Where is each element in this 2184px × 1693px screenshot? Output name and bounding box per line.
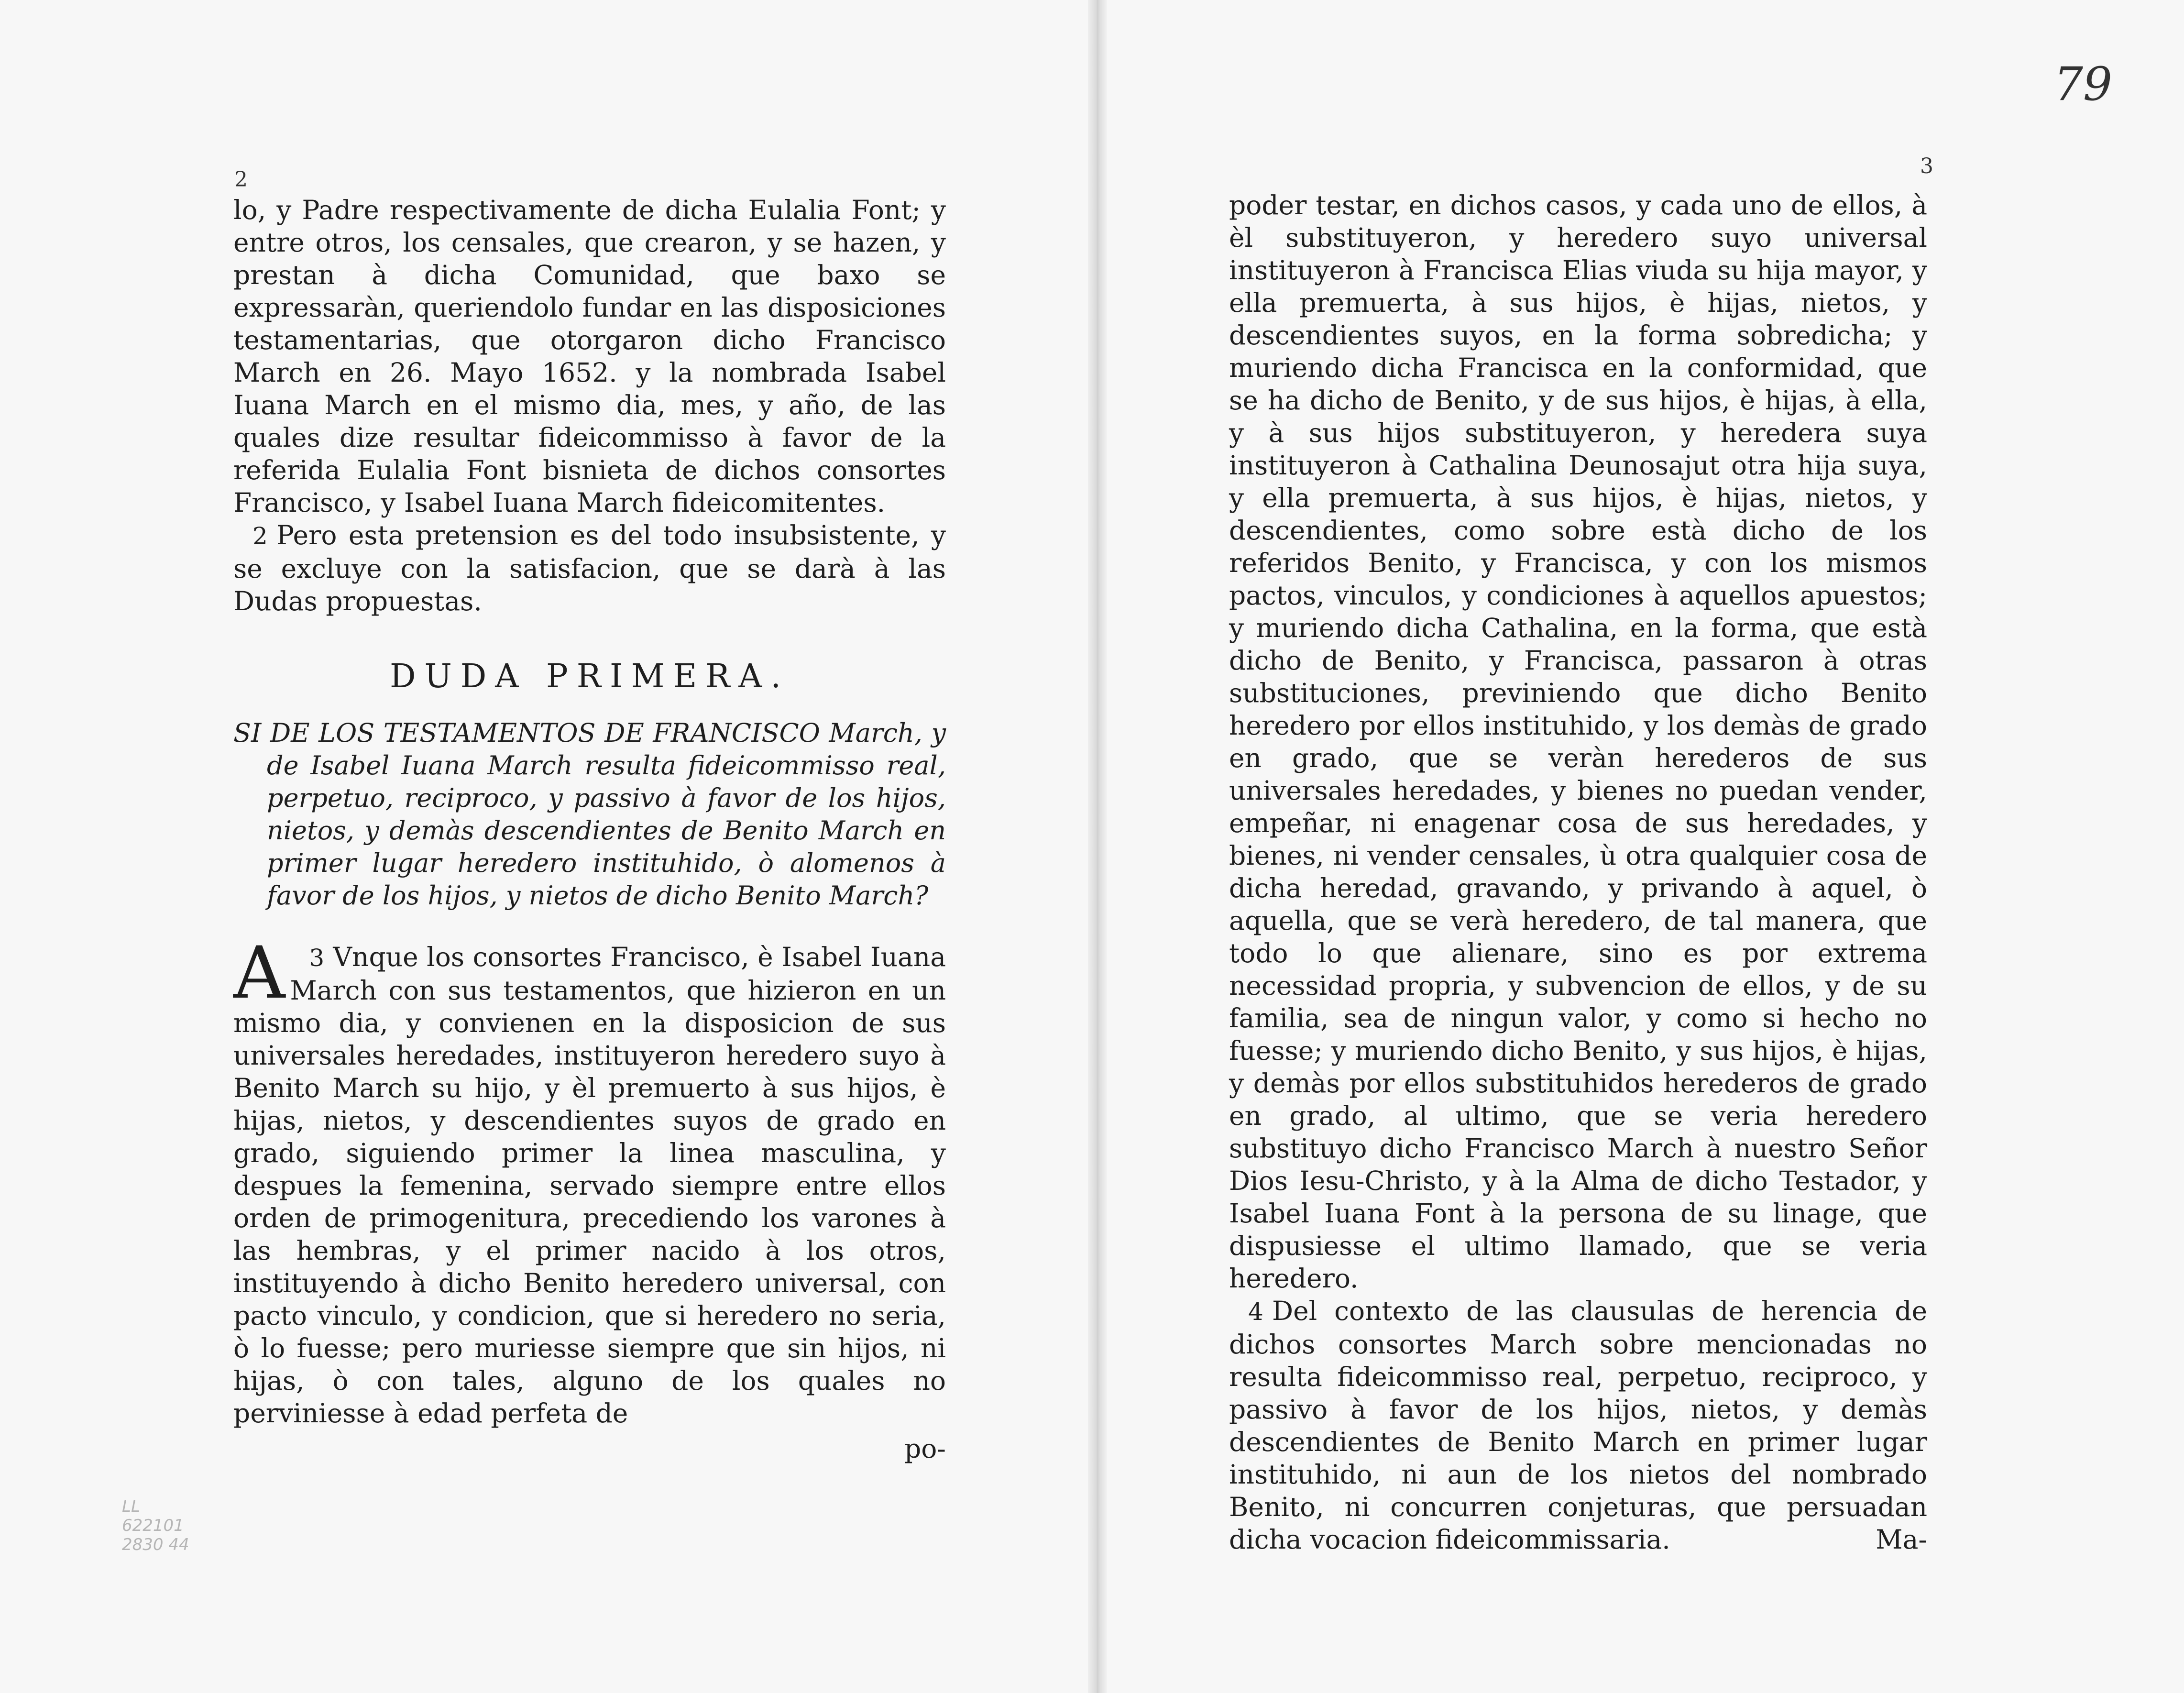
intro-paragraph: lo, y Padre respectivamente de dicha Eulalia Font; y entre otros, los censales, que crearon, y se hazen, y prestan à dicha Comunidad, que baxo se expressaràn, queriendolo fundar en las disposiciones testamentarias, que otorgaron dicho Francisco March en 26. Mayo 1652. y la nombrada Isabel Iuana March en el mismo dia, mes, y año, de las quales dize resultar fideicommisso à favor de la referida Eulalia Font bisnieta de dichos consortes Francisco, y Isabel Iuana March fideicomitentes. (233, 195, 946, 518)
continued-paragraph: poder testar, en dichos casos, y cada uno de ellos, à èl substituyeron, y heredero suyo universal instituyeron à Francisca Elias viuda su hija mayor, y ella premuerta, à sus hijos, è hijas, nietos, y descendientes suyos, en la forma sobredicha; y muriendo dicha Francisca en la conformidad, que se ha dicho de Benito, y de sus hijos, è hijas, à ella, y à sus hijos substituyeron, y heredera suya instituyeron à Cathalina Deunosajut otra hija suya, y ella premuerta, à sus hijos, è hijas, nietos, y descendientes, como sobre està dicho de los referidos Benito, y Francisca, y con los mismos pactos, vinculos, y condiciones à aquellos apuestos; y muriendo dicha Cathalina, en la forma, que està dicho de Benito, y Francisca, passaron à otras substituciones, previniendo que dicho Benito heredero por ellos instituhido, y los demàs de grado en grado, que se veràn herederos de sus universales heredades, y bienes no puedan vender, empeñar, ni enagenar cosa de sus heredades, y bienes, ni vender censales, ù otra qualquier cosa de dicha heredad, gravando, y privando à aquel, ò aquella, que se verà heredero, de tal manera, que todo lo que alienare, sino es por extrema necessidad propria, y subvencion de ellos, y de su familia, sea de ningun valor, y como si hecho no fuesse; y muriendo dicho Benito, y sus hijos, è hijas, y demàs por ellos substituhidos herederos de grado en grado, al ultimo, que se veria heredero substituyo dicho Francisco March à nuestro Señor Dios Iesu-Christo, y à la Alma de dicho Testador, y Isabel Iuana Font à la persona de su linage, que dispusiesse el ultimo llamado, que se veria heredero. (1229, 190, 1927, 1294)
paragraph-4 (1229, 1295, 1927, 1556)
paragraph-4-text: Del contexto de las clausulas de herencia de dichos consortes March sobre mencionadas no resulta fideicommisso real, perpetuo, reciproco, y passivo à favor de los hijos, nietos, y demàs descendientes de Benito March en primer lugar instituhido, ni aun de los nietos del nombrado Benito, ni concurren conjeturas, que persuadan dicha vocacion fideicommissaria. (1229, 1296, 1927, 1555)
paragraph-2-number: 2 (252, 522, 268, 550)
stamp-line: 622101 (122, 1516, 184, 1535)
stamp-line: 2830 44 (122, 1535, 189, 1554)
drop-cap: A (233, 932, 285, 1015)
paragraph-2-text: Pero esta pretension es del todo insubsistente, y se excluye con la satisfacion, que se darà à las Dudas propuestas. (233, 520, 946, 616)
left-page (0, 0, 1088, 1693)
paragraph-3 (233, 932, 946, 1429)
left-catchword: po- (904, 1433, 946, 1464)
question-text: SI DE LOS TESTAMENTOS DE FRANCISCO March, y de Isabel Iuana March resulta fideicommisso real, perpetuo, reciproco, y passivo à favor de los hijos, nietos, y demàs descendientes de Benito March en primer lugar heredero instituhido, ò alomenos à favor de los hijos, y nietos de dicho Benito March? (233, 718, 946, 911)
right-catchword: Ma- (1876, 1524, 1927, 1555)
left-page-number: 2 (234, 167, 248, 192)
paragraph-3-text: Vnque los consortes Francisco, è Isabel Iuana March con sus testamentos, que hizieron en un mismo dia, y convienen en la disposicion de sus universales heredades, instituyeron heredero suyo à Benito March su hijo, y èl premuerto à sus hijos, è hijas, nietos, y descendientes suyos de grado en grado, siguiendo primer la linea masculina, y despues la femenina, servado siempre entre ellos orden de primogenitura, precediendo los varones à las hembras, y el primer nacido à los otros, instituyendo à dicho Benito heredero universal, con pacto vinculo, y condicion, que si heredero no seria, ò lo fuesse; pero muriesse siempre que sin hijos, ni hijas, ò con tales, alguno de los quales no perviniesse à edad perfeta de (233, 942, 946, 1429)
paragraph-4-number: 4 (1248, 1298, 1263, 1326)
stamp-line: LL (122, 1497, 140, 1516)
archive-stamp (122, 1497, 189, 1554)
right-page-number: 3 (1920, 154, 1933, 178)
paragraph-2 (233, 519, 946, 617)
right-text-column (1229, 189, 1927, 1556)
section-heading: DUDA PRIMERA. (389, 658, 790, 695)
book-gutter (1088, 0, 1107, 1693)
right-page (1107, 0, 2184, 1693)
question-block (233, 717, 946, 912)
folio-number: 79 (2053, 57, 2112, 111)
paragraph-3-number: 3 (309, 944, 325, 972)
left-text-column (233, 194, 946, 1465)
